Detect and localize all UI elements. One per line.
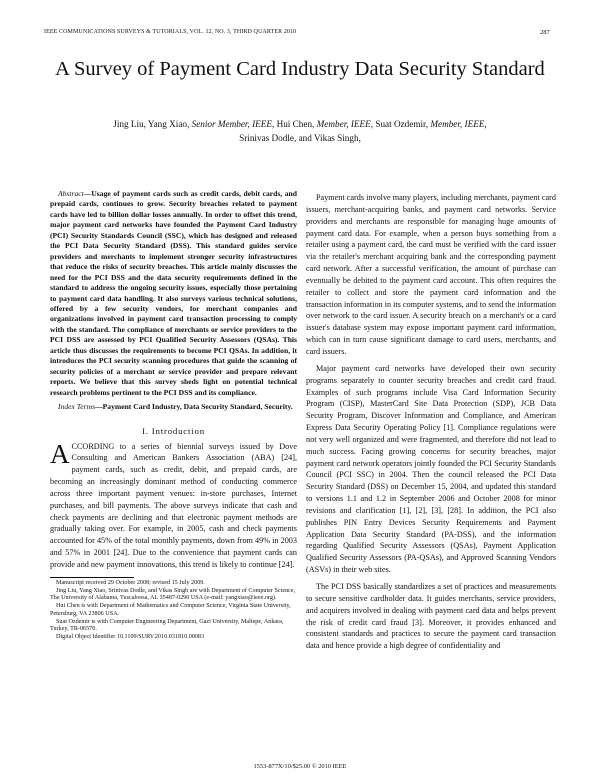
abstract-text: —Usage of payment cards such as credit cards, debit cards, and prepaid cards, continues to grow. Security breaches related to payment cards have led to billion dollar losses annually. In order to offset this trend, major payment card networks have founded the Payment Card Industry (PCI) Security Standards Council (SSC), which has designed and released the PCI Data Security Standard (DSS). This standard guides service providers and merchants to implement stronger security infrastructures that reduce the risks of security breaches. This article mainly discusses the need for the PCI DSS and the data security requirements defined in the standard to address the ongoing security issues, especially those pertaining to payment card data handling. It also surveys various technical solutions, offered by a few security vendors, for merchant companies and organizations involved in payment card transaction processing to comply with the standard. The compliance of merchants or service providers to the PCI DSS are assessed by PCI Qualified Security Assessors (QSAs). This article thus discusses the requirements to become PCI QSAs. In addition, it introduces the PCI security scanning procedures that guide the scanning of security policies of a merchant or service provider and prepare relevant reports. We believe that this survey sheds light on potential technical research problems pertinent to the PCI DSS and its compliance. (50, 189, 297, 397)
left-column (50, 189, 297, 642)
paragraph-payment-players: Payment cards involve many players, including merchants, payment card issuers, merchant-acquiring banks, and payment card networks. Service providers and merchants are responsible for managing huge amounts of payment card data. For example, when a person buys something from a retailer using a payment card, the card must be verified with the card issuer via the retailer's merchant acquiring bank and the corresponding payment card network. After a successful verification, the amount of purchase can eventually be debited to the payment card account. This often requires the retailer to collect and store the payment card information and the transaction information in its computer systems, and to send the information over network to the card issuer. A security breach on a merchant's or a card issuer's database system may expose important payment card information, which can in turn cause significant damage to card users, merchants, and card issuers. (306, 193, 556, 356)
introduction-paragraph: CCORDING to a series of biennial surveys issued by Dove Consulting and American Bankers Association (ABA) [24], payment cards, such as credit, debit, and prepaid cards, are becoming an increasingly dominant method of conducting commerce across three important payment venues: in-store purchases, Internet purchases, and bill payments. The above surveys indicate that cash and check payments are declining and that electronic payment methods are gradually taking over. For example, in 2005, cash and check payments accounted for 45% of the total monthly payments, down from 49% in 2003 and 57% in 2001 [24]. Due to the convenience that payment cards can provide and new payment innovations, this trend is likely to continue [24]. (50, 441, 297, 569)
index-terms (50, 402, 297, 412)
author-affiliation-1: Senior Member, IEEE, (191, 119, 275, 129)
footnote-affiliation-virginia: Hui Chen is with Department of Mathematics and Computer Science, Virginia State University, Petersburg, VA 23806 USA. (50, 603, 291, 617)
author-affiliation-2: Member, IEEE, (316, 119, 374, 129)
author-affiliation-3: Member, IEEE, (430, 119, 487, 129)
footnotes (50, 577, 297, 642)
author-names-2: Hui Chen, (276, 119, 315, 129)
author-list (40, 117, 560, 145)
abstract (50, 189, 297, 398)
paper-title: A Survey of Payment Card Industry Data Security Standard (55, 58, 545, 80)
author-line-2: Srinivas Dodle, and Vikas Singh, (239, 133, 361, 143)
running-head: IEEE COMMUNICATIONS SURVEYS & TUTORIALS, VOL. 12, NO. 3, THIRD QUARTER 2010 (44, 29, 297, 35)
index-terms-label: Index Terms (58, 402, 96, 412)
author-line-1 (40, 117, 560, 131)
footnote-received: Manuscript received 29 October 2008; revised 15 July 2009. (56, 579, 205, 586)
index-terms-text: —Payment Card Industry, Data Security Standard, Security. (95, 402, 293, 412)
drop-cap: A (50, 438, 70, 469)
abstract-label: Abstract (58, 189, 84, 198)
copyright-line: 1553-877X/10/$25.00 © 2010 IEEE (253, 763, 347, 770)
author-names-3: Suat Ozdemir, (375, 119, 429, 129)
page-number: 287 (540, 29, 550, 36)
footnote-affiliation-gazi: Suat Ozdemir is with Computer Engineering Department, Gazi University, Maltepe, Ankara, Turkey, TR-06570. (50, 618, 284, 633)
author-names-1: Jing Liu, Yang Xiao, (113, 119, 190, 129)
footnote-doi: Digital Object Identifier 10.1109/SURV.2010.031810.00083 (56, 634, 205, 641)
paragraph-pci-dss: The PCI DSS basically standardizes a set of practices and measurements to secure sensitive cardholder data. It guides merchants, service providers, and acquirers involved in dealing with payment card data and helps prevent the risk of credit card fraud [3]. Moreover, it provides enhanced and consistent standards and practices to secure the payment card transaction data and hence provide a high degree of confidentiality and (306, 582, 556, 651)
paragraph-security-programs: Major payment card networks have developed their own security programs separately to counter security breaches and credit card fraud. Examples of such programs include Visa Card Information Security Program (CISP), MasterCard Site Data Protection (SDP), JCB Data Security Program, Discover Information and Compliance, and American Express Data Security Operating Policy [1]. Compliance regulations were not very well organized and were fragmented, and therefore did not lead to much success. Facing growing concerns for security breaches, major payment card network operators jointly founded the PCI Security Standards Council (PCI SSC) in 2004. Then the council released the PCI Data Security Standard (DSS) on December 15, 2004, and updated this standard to versions 1.1 and 1.2 in September 2006 and October 2008 for minor revisions and clarification [1], [2], [3], [28]. In addition, the PCI also publishes PIN Entry Devices Security Requirements and Payment Application Data Security Standard (PA-DSS), and the information regarding Qualified Security Assessors (QSAs), Payment Application Qualified Security Assessors (PA-QSAs), and Approved Scanning Vendors (ASVs) in their web sites. (306, 363, 556, 575)
section-heading-introduction: I. Introduction (142, 425, 205, 436)
introduction-body (50, 438, 297, 571)
right-column (306, 192, 556, 657)
footnote-affiliation-alabama: Jing Liu, Yang Xiao, Srinivas Dodle, and Vikas Singh are with Department of Computer Science, The University of Alabama, Tuscaloosa, AL 35487-0290 USA (e-mail: yangxiao@ieee.org). (50, 587, 296, 602)
